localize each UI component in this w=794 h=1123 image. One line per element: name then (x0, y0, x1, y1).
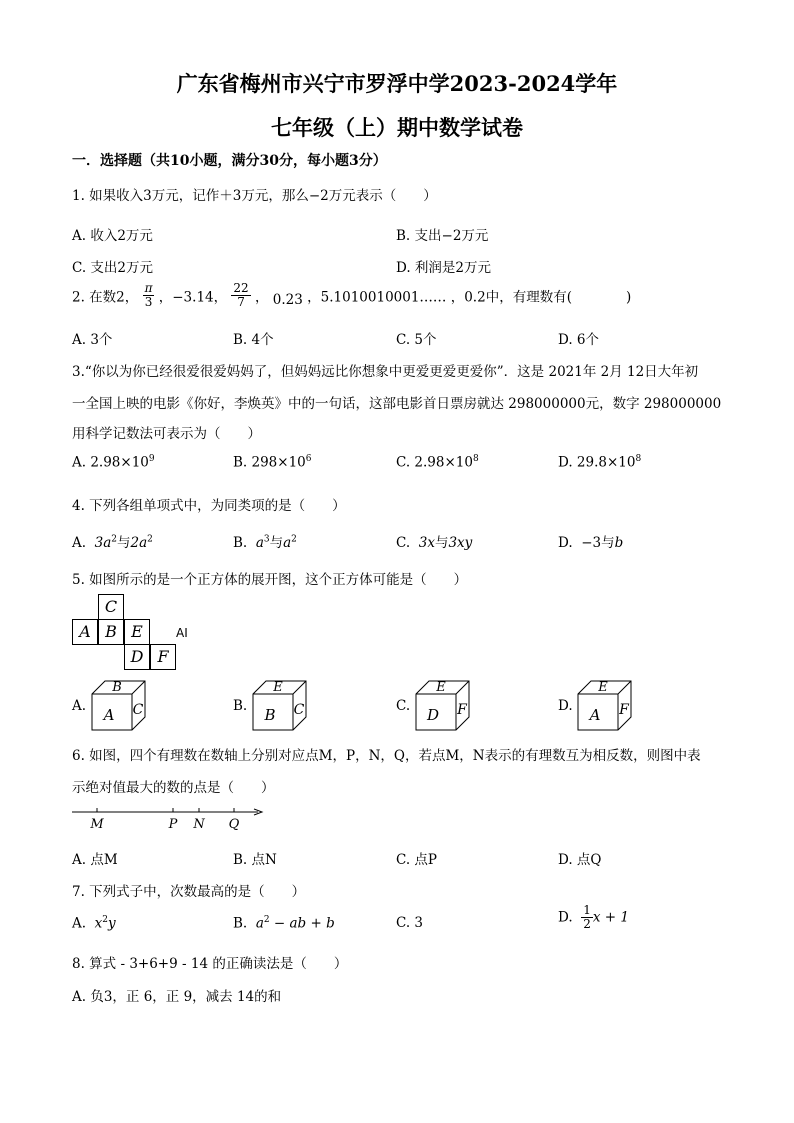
q2-option-b: B. 4个 (233, 332, 274, 348)
q1-option-d: D. 利润是2万元 (396, 260, 492, 276)
cube-top-label: E (436, 680, 446, 695)
question-6-line1: 6. 如图，四个有理数在数轴上分别对应点M，P，N，Q，若点M，N表示的有理数互为相反数，则图中表 (72, 748, 701, 764)
point-p-label: P (168, 817, 178, 832)
net-face-d: D (124, 644, 150, 670)
q5-option-b-label: B. (233, 698, 248, 714)
question-2-stem: 2. 在数2， $\frac{\pi}{3}$ ，−3.14， $\frac{22}{7}$ ， 0.23 ，5.1010010001…… ，0.2中，有理数有( ) (72, 281, 632, 309)
cube-top-label: E (598, 680, 608, 695)
cube-net-figure (72, 594, 182, 674)
q3-option-d: D. $29.8\times 10^8$ (558, 454, 642, 471)
q7-option-b: B. $a^2$ − ab + b (233, 915, 335, 932)
cube-side-label: F (457, 702, 467, 718)
q5-option-a-cube (91, 680, 147, 732)
cube-top-label: B (112, 680, 122, 695)
exam-title-line1: 广东省梅州市兴宁市罗浮中学2023-2024学年 (176, 71, 618, 96)
q1-option-b: B. 支出−2万元 (396, 228, 489, 244)
q2-option-c: C. 5个 (396, 332, 437, 348)
question-3-line3: 用科学记数法可表示为（ ） (72, 426, 261, 442)
q2-pi-fraction: $\frac{\pi}{3}$ (144, 281, 153, 309)
question-5-stem: 5. 如图所示的是一个正方体的展开图，这个正方体可能是（ ） (72, 572, 468, 588)
question-4-stem: 4. 下列各组单项式中，为同类项的是（ ） (72, 498, 346, 514)
q2-fraction-22-7: $\frac{22}{7}$ (233, 281, 249, 309)
cube-front-label: B (264, 706, 276, 724)
q2-prefix: 2. 在数2， (72, 289, 139, 306)
cube-front-label: D (426, 706, 440, 724)
q7-option-c: C. 3 (396, 915, 424, 931)
q7-option-d: D. $\frac{1}{2}$ x + 1 (558, 903, 629, 931)
q5-option-d-cube (577, 680, 633, 732)
number-line-figure (70, 804, 270, 834)
q6-option-d: D. 点Q (558, 852, 602, 868)
cube-side-label: F (619, 702, 629, 718)
question-6-line2: 示绝对值最大的数的点是（ ） (72, 780, 275, 796)
q2-tail: ，5.1010010001…… ，0.2中，有理数有( ) (307, 289, 632, 306)
q5-option-b-cube (252, 680, 308, 732)
question-3-line1: 3.“你以为你已经很爱很爱妈妈了，但妈妈远比你想象中更爱更爱更爱你”．这是 2021年 2月 12日大年初 (72, 364, 699, 380)
q6-option-a: A. 点M (72, 852, 118, 868)
q1-option-a: A. 收入2万元 (72, 228, 153, 244)
q6-option-b: B. 点N (233, 852, 277, 868)
q2-option-d: D. 6个 (558, 332, 600, 348)
q2-repeating-decimal: 0.23 (272, 291, 303, 308)
q5-option-a-label: A. (72, 698, 87, 714)
q5-option-c-cube (415, 680, 471, 732)
q8-option-a: A. 负3，正 6，正 9，减去 14的和 (72, 989, 282, 1005)
cube-side-label: C (293, 702, 305, 718)
point-n-label: N (193, 817, 205, 832)
cube-side-label: C (132, 702, 144, 718)
q2-option-a: A. 3个 (72, 332, 113, 348)
cube-top-label: E (273, 680, 283, 695)
question-1-stem: 1. 如果收入3万元，记作＋3万元，那么−2万元表示（ ） (72, 188, 437, 204)
net-face-e: E (124, 619, 150, 645)
question-7-stem: 7. 下列式子中，次数最高的是（ ） (72, 884, 306, 900)
point-q-label: Q (228, 817, 240, 832)
cube-front-label: A (589, 706, 601, 724)
q5-option-c-label: C. (396, 698, 411, 714)
q1-option-c: C. 支出2万元 (72, 260, 154, 276)
q4-option-a: A. $3a^2$与$2a^2$ (72, 534, 153, 551)
question-3-line2: 一全国上映的电影《你好，李焕英》中的一句话，这部电影首日票房就达 298000000元，数字 298000000 (72, 396, 722, 412)
net-face-b: B (98, 619, 124, 645)
q3-option-b: B. $298\times 10^6$ (233, 454, 312, 471)
q3-option-c: C. $2.98\times 10^8$ (396, 454, 479, 471)
q6-option-c: C. 点P (396, 852, 438, 868)
q2-mid: ，−3.14， (158, 289, 228, 306)
q3-option-a: A. $2.98\times 10^9$ (72, 454, 155, 471)
net-face-f: F (150, 644, 176, 670)
cube-front-label: A (103, 706, 115, 724)
q5-option-d-label: D. (558, 698, 573, 714)
q7-d-fraction: $\frac{1}{2}$ (583, 903, 591, 931)
section-heading: 一．选择题（共10小题，满分30分，每小题3分） (72, 153, 387, 169)
q7-option-a: A. $x^2y$ (72, 915, 116, 932)
point-m-label: M (90, 817, 104, 832)
exam-title-line2: 七年级（上）期中数学试卷 (271, 115, 523, 140)
figure-side-note: AI (176, 626, 188, 640)
q4-option-d: D. −3与b (558, 535, 624, 551)
net-face-c: C (98, 594, 124, 620)
question-8-stem: 8. 算式 - 3+6+9 - 14 的正确读法是（ ） (72, 956, 348, 972)
net-face-a: A (72, 619, 98, 645)
q4-option-c: C. 3x与3xy (396, 535, 473, 551)
q4-option-b: B. $a^3$与$a^2$ (233, 534, 297, 551)
